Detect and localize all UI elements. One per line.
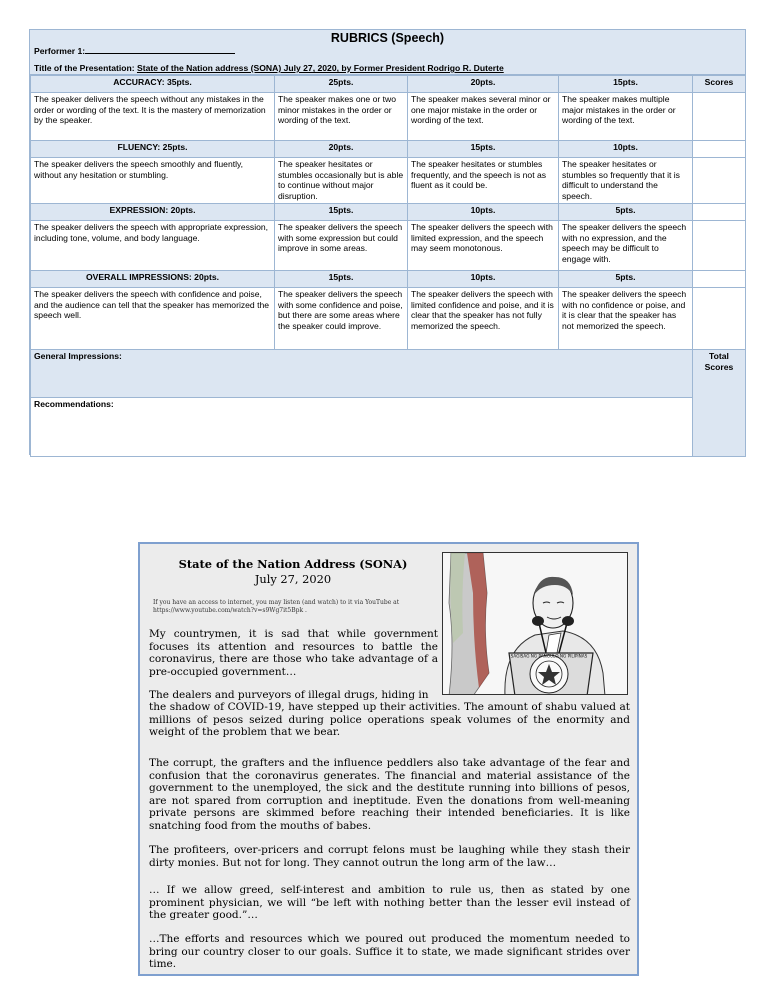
description-cell: The speaker hesitates or stumbles occasionally but is able to continue without major disruption. xyxy=(275,158,408,204)
category-description-row xyxy=(31,93,746,141)
score-cell[interactable] xyxy=(693,271,746,288)
president-at-podium-image xyxy=(443,553,628,695)
total-scores-cell[interactable] xyxy=(693,350,746,457)
description-cell: The speaker delivers the speech with some confidence and poise, but there are some areas where the speaker could improve. xyxy=(275,288,408,350)
description-cell: The speaker delivers the speech with confidence and poise, and the audience can tell that the speaker has memorized the speech well. xyxy=(31,288,275,350)
performer-field xyxy=(34,46,235,56)
level-header: 10pts. xyxy=(559,141,693,158)
seal-text: SAGISAG NG PANGULO NG PILIPINAS xyxy=(510,653,588,659)
paragraph-2: the shadow of COVID-19, have stepped up their activities. The amount of shabu valued at millions of pesos seized during police operations speak volumes of the enormity and weight of the problem that we bear. xyxy=(149,701,630,738)
general-impressions-row xyxy=(31,350,746,398)
level-header: 25pts. xyxy=(275,76,408,93)
score-cell[interactable] xyxy=(693,221,746,271)
description-cell: The speaker hesitates or stumbles so frequently that it is difficult to understand the speech. xyxy=(559,158,693,204)
total-scores-label: Total Scores xyxy=(704,351,734,372)
scores-header: Scores xyxy=(693,76,746,93)
description-cell: The speaker makes one or two minor mistakes in the order or wording of the text. xyxy=(275,93,408,141)
sona-date: July 27, 2020 xyxy=(254,572,332,586)
level-header: 15pts. xyxy=(275,271,408,288)
paragraph-3: The corrupt, the grafters and the influence peddlers also take advantage of the fear and confusion that the coronavirus generates. The financial and material assistance of the government to the unemployed, the sick and the destitute running into billions of pesos, are not spared from corruption and ineptitude. Even the donations from well-meaning private persons are skimmed before reaching their intended beneficiaries. It is like snatching food from the mouths of babes. xyxy=(149,757,630,832)
description-cell: The speaker delivers the speech with no expression, and the speech may be difficult to engage with. xyxy=(559,221,693,271)
score-cell[interactable] xyxy=(693,141,746,158)
category-header-row xyxy=(31,271,746,288)
category-name: EXPRESSION: 20pts. xyxy=(31,204,275,221)
sona-excerpt-card xyxy=(138,542,639,976)
performer-blank-line[interactable] xyxy=(85,46,235,54)
general-impressions-label[interactable]: General Impressions: xyxy=(31,350,693,398)
rubric-title: RUBRICS (Speech) xyxy=(330,31,445,45)
category-name: OVERALL IMPRESSIONS: 20pts. xyxy=(31,271,275,288)
description-cell: The speaker delivers the speech with limited expression, and the speech may seem monotonous. xyxy=(408,221,559,271)
performer-label: Performer 1: xyxy=(34,46,86,56)
score-cell[interactable] xyxy=(693,288,746,350)
youtube-note: If you have an access to internet, you may listen (and watch) to it via YouTube at https://www.youtube.com/watch?v=s9Wg7it5Bpk . xyxy=(153,599,400,614)
category-description-row xyxy=(31,158,746,204)
description-cell: The speaker delivers the speech with limited confidence and poise, and it is clear that the speaker has not fully memorized the speech. xyxy=(408,288,559,350)
paragraph-1: My countrymen, it is sad that while government focuses its attention and resources to battle the coronavirus, there are those who take advantage of a pre-occupied government… xyxy=(149,628,438,678)
presentation-label: Title of the Presentation: xyxy=(34,63,135,73)
paragraph-2-lead: The dealers and purveyors of illegal drugs, hiding in xyxy=(149,689,429,701)
category-name: FLUENCY: 25pts. xyxy=(31,141,275,158)
level-header: 15pts. xyxy=(559,76,693,93)
description-cell: The speaker hesitates or stumbles frequently, and the speech is not as fluent as it could be. xyxy=(408,158,559,204)
description-cell: The speaker makes multiple major mistakes in the order or wording of the text. xyxy=(559,93,693,141)
category-name: ACCURACY: 35pts. xyxy=(31,76,275,93)
recommendations-label[interactable]: Recommendations: xyxy=(31,398,693,457)
level-header: 20pts. xyxy=(275,141,408,158)
rubric-header xyxy=(30,30,745,75)
description-cell: The speaker delivers the speech without any mistakes in the order or wording of the text. It is the mastery of memorization by the speaker. xyxy=(31,93,275,141)
description-cell: The speaker delivers the speech with no confidence or poise, and it is clear that the speaker has not memorized the speech. xyxy=(559,288,693,350)
category-header-row xyxy=(31,76,746,93)
category-header-row xyxy=(31,204,746,221)
level-header: 20pts. xyxy=(408,76,559,93)
sona-title: State of the Nation Address (SONA) xyxy=(178,557,408,571)
level-header: 10pts. xyxy=(408,271,559,288)
category-description-row xyxy=(31,221,746,271)
category-description-row xyxy=(31,288,746,350)
level-header: 5pts. xyxy=(559,271,693,288)
level-header: 15pts. xyxy=(275,204,408,221)
paragraph-6: …The efforts and resources which we poured out produced the momentum needed to bring our country closer to our goals. Suffice it to state, we made significant strides over time. xyxy=(149,933,630,970)
score-cell[interactable] xyxy=(693,93,746,141)
rubric-table xyxy=(29,29,746,455)
description-cell: The speaker makes several minor or one major mistake in the order or wording of the text. xyxy=(408,93,559,141)
category-header-row xyxy=(31,141,746,158)
score-cell[interactable] xyxy=(693,158,746,204)
level-header: 10pts. xyxy=(408,204,559,221)
presentation-title-row xyxy=(34,63,504,73)
president-illustration xyxy=(442,552,628,695)
presentation-title-value: State of the Nation address (SONA) July 27, 2020, by Former President Rodrigo R. Duterte xyxy=(136,63,504,73)
description-cell: The speaker delivers the speech with some expression but could improve in some areas. xyxy=(275,221,408,271)
criteria-table xyxy=(30,75,746,457)
description-cell: The speaker delivers the speech smoothly and fluently, without any hesitation or stumbling. xyxy=(31,158,275,204)
paragraph-4: The profiteers, over-pricers and corrupt felons must be laughing while they stash their dirty monies. But not for long. They cannot outrun the long arm of the law… xyxy=(149,844,630,869)
recommendations-row xyxy=(31,398,746,457)
paragraph-5: … If we allow greed, self-interest and ambition to rule us, then as stated by one prominent physician, we will “be left with nothing better than the lesser evil instead of the greater good.”… xyxy=(149,884,630,921)
level-header: 5pts. xyxy=(559,204,693,221)
description-cell: The speaker delivers the speech with appropriate expression, including tone, volume, and body language. xyxy=(31,221,275,271)
level-header: 15pts. xyxy=(408,141,559,158)
score-cell[interactable] xyxy=(693,204,746,221)
